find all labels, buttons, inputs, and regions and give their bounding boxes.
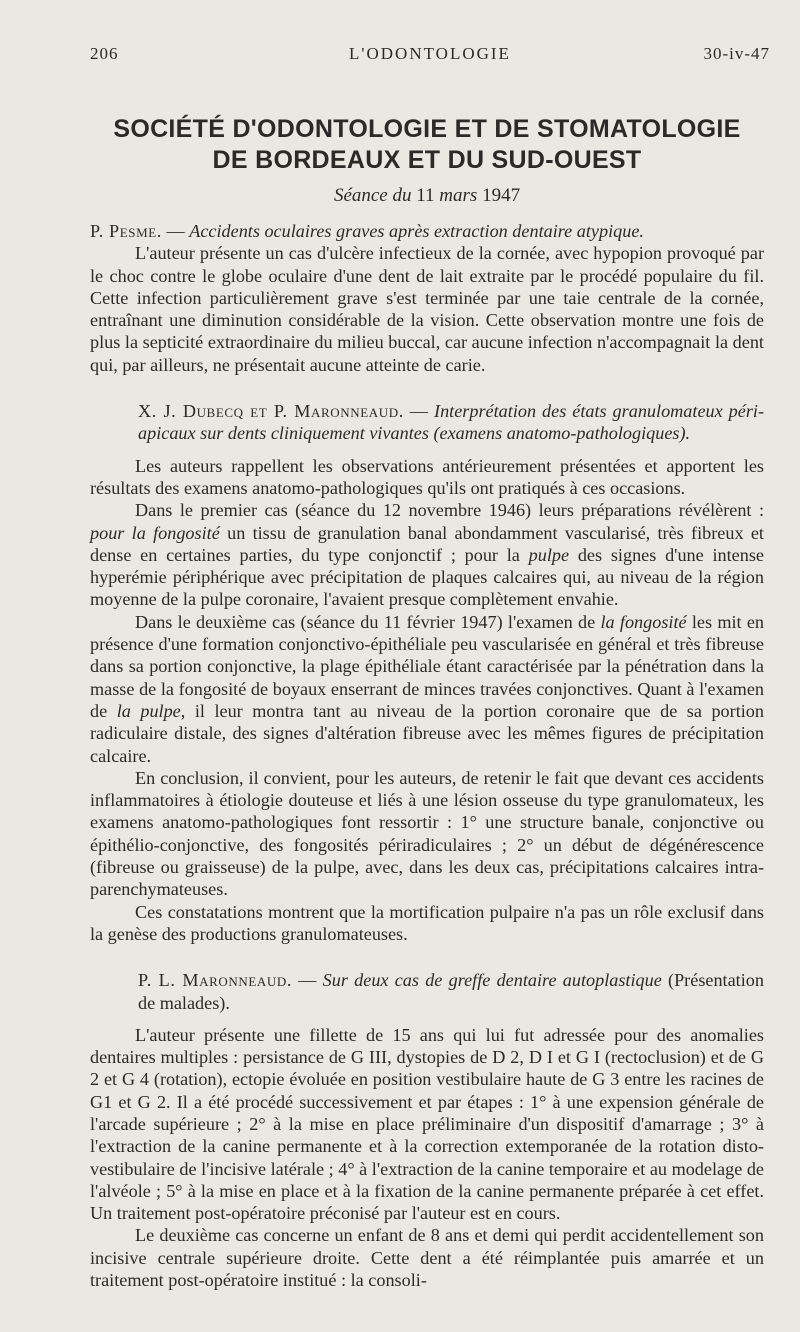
text-run-italic: la fongosité [600, 611, 687, 632]
communication-2-author: X. J. Dubecq et P. Maronneaud. [138, 401, 404, 422]
text-run: des signes d'une intense hyperémie périphérique avec précipitation de plaques calcaires qui, au niveau de la région moyenne de la pulpe coronaire, l'avaient presque complètement envahie. [90, 544, 764, 610]
communication-2-paragraph-3 [90, 611, 764, 767]
session-month: mars [439, 185, 478, 206]
communication-3-author: P. L. Maronneaud. [138, 970, 293, 991]
communication-3-heading [90, 969, 764, 1014]
communication-1-dash: — [161, 221, 190, 241]
text-run: , il leur montra tant au niveau de la portion coronaire que de sa portion radiculaire distale, des signes d'altération fibreuse avec les mêmes figures de précipitation calcaire. [90, 700, 764, 766]
communication-2-heading [90, 400, 764, 445]
communication-3-title-tail: (Présentation de malades). [138, 970, 764, 1013]
communication-3-paragraph-2: Le deuxième cas concerne un enfant de 8 ans et demi qui perdit accidentellement son incisive centrale supérieure droite. Cette dent a été réimplantée puis amarrée et un traitement post-opératoire institué : la consoli- [90, 1225, 764, 1291]
communication-1-heading [90, 220, 764, 242]
page-number: 206 [90, 44, 119, 63]
text-run-italic: pour la fongosité [90, 522, 220, 543]
issue-date: 30-iv-47 [703, 44, 770, 63]
session-date [90, 185, 764, 207]
session-year: 1947 [482, 185, 521, 206]
society-title [90, 114, 764, 176]
text-run: les mit en présence d'une formation conjonctivo-épithéliale peu vascularisée en général et très fibreuse dans sa portion conjonctive, la plage épithéliale étant caractérisée par la pénétration dans la masse de la fongosité de boyaux enserrant de minces travées conjonctives. Quant à l'examen de [90, 611, 765, 721]
society-title-line1: SOCIÉTÉ D'ODONTOLOGIE ET DE STOMATOLOGIE [113, 115, 741, 143]
running-head [90, 44, 770, 68]
text-run: Dans le deuxième cas (séance du 11 février 1947) l'examen de [135, 611, 601, 632]
session-prefix: Séance du [333, 185, 412, 206]
session-day: 11 [416, 185, 435, 206]
communication-2-paragraph-1: Les auteurs rappellent les observations antérieurement présentées et apportent les résultats des examens anatomo-pathologiques qu'ils ont pratiqués à ces occasions. [90, 455, 764, 498]
communication-1-author: P. Pesme. [90, 221, 162, 241]
communication-1-title: Accidents oculaires graves après extraction dentaire atypique. [189, 221, 644, 241]
communication-1-paragraph: L'auteur présente un cas d'ulcère infectieux de la cornée, avec hypopion provoqué par le choc contre le globe oculaire d'une dent de lait extraite par le procédé populaire du fil. Cette infection particulièrement grave s'est terminée par une taie centrale de la cornée, entraînant une diminution considérable de la vision. Cette observation montre une fois de plus la septicité extraordinaire du milieu buccal, car aucune infection n'accompagnait la dent qui, par ailleurs, ne présentait aucune atteinte de carie. [90, 243, 764, 375]
communication-2-title: Interprétation des états granulomateux péri-apicaux sur dents cliniquement vivantes (examens anatomo-pathologiques). [138, 401, 765, 444]
communication-3-title: Sur deux cas de greffe dentaire autoplastique [322, 970, 662, 991]
communication-2-dash: — [403, 401, 435, 422]
article-body [90, 220, 764, 1291]
communication-3-dash: — [292, 970, 323, 991]
journal-title: L'ODONTOLOGIE [349, 44, 511, 63]
text-run-italic: pulpe [528, 544, 570, 565]
text-run: Dans le premier cas (séance du 12 novembre 1946) leurs préparations révélèrent : [135, 500, 764, 521]
text-run-italic: la pulpe [116, 700, 181, 721]
society-title-line2: DE BORDEAUX ET DU SUD-OUEST [212, 146, 642, 174]
text-run: un tissu de granulation banal abondamment vascularisé, très fibreux et dense en certaines parties, du type conjonctif ; pour la [90, 522, 764, 565]
communication-2-paragraph-2 [90, 499, 764, 610]
communication-2-paragraph-4: En conclusion, il convient, pour les auteurs, de retenir le fait que devant ces accidents inflammatoires à étiologie douteuse et liés à une lésion osseuse du type granulomateux, les examens anatomo-pathologiques font ressortir : 1° une structure banale, conjonctive ou épithélio-conjonctive, des fongosités périradiculaires ; 2° un début de dégénérescence (fibreuse ou graisseuse) de la pulpe, avec, dans les deux cas, précipitations calcaires intra-parenchymateuses. [90, 767, 764, 900]
communication-3-paragraph-1: L'auteur présente une fillette de 15 ans qui lui fut adressée pour des anomalies dentaires multiples : persistance de G III, dystopies de D 2, D I et G I (rectoclusion) et de G 2 et G 4 (rotation), ectopie évoluée en position vestibulaire haute de G 3 entre les racines de G1 et G 2. Il a été procédé successivement et par étapes : 1° à une expension générale de l'arcade supérieure ; 2° à la mise en place préliminaire d'un dispositif d'amarrage ; 3° à l'extraction de la canine permanente et à la correction extemporanée de la rotation disto-vestibulaire de l'incisive latérale ; 4° à l'extraction de la canine temporaire et au modelage de l'alvéole ; 5° à la mise en place et à la fixation de la canine permanente préparée à cet effet. Un traitement post-opératoire préconisé par l'auteur est en cours. [90, 1024, 764, 1224]
communication-2-paragraph-5: Ces constatations montrent que la mortification pulpaire n'a pas un rôle exclusif dans la genèse des productions granulomateuses. [90, 901, 764, 944]
